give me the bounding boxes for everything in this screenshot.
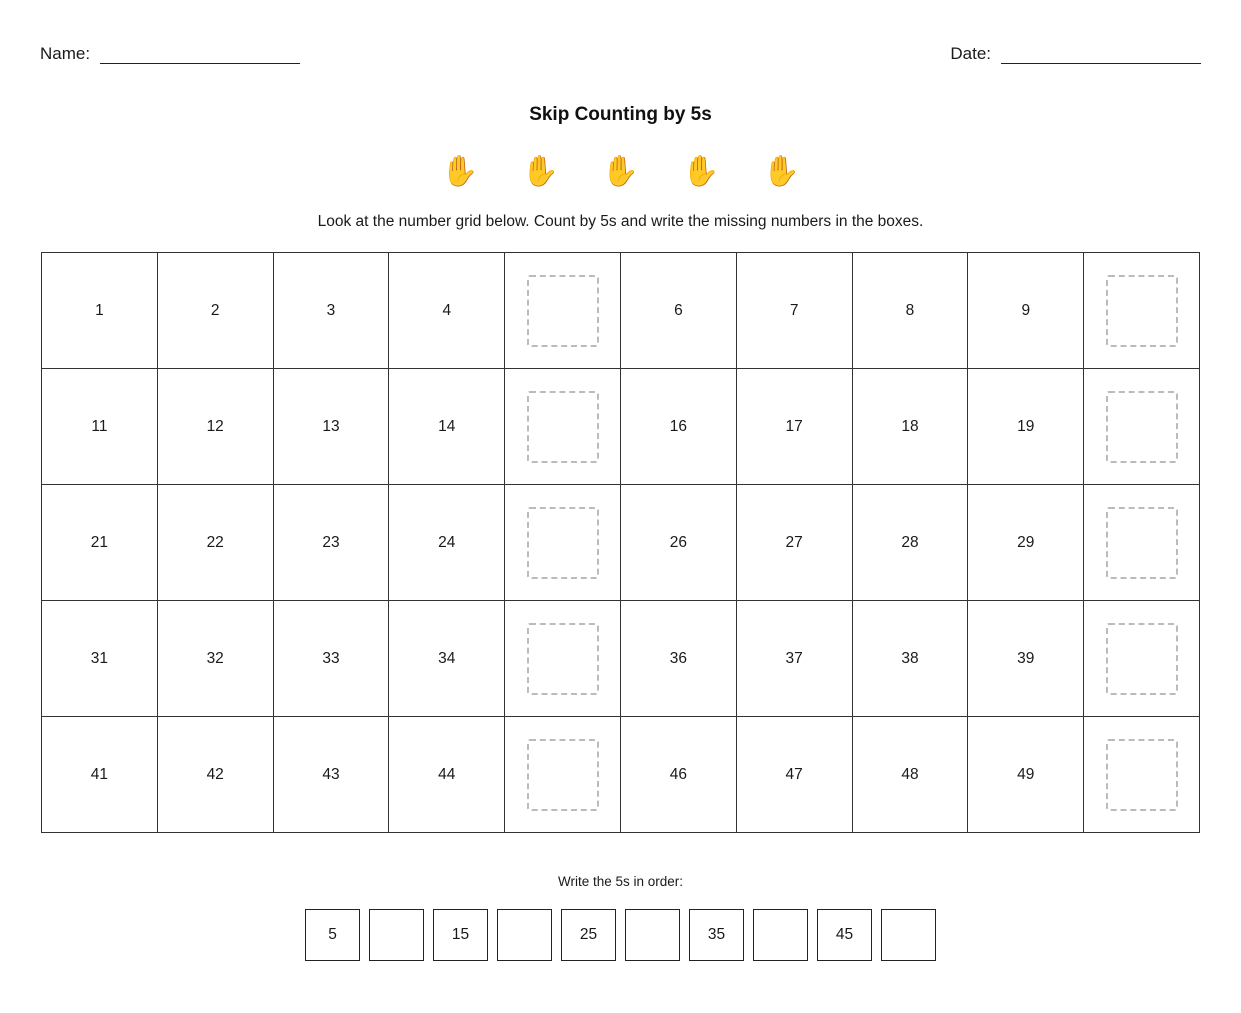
instructions-text: Look at the number grid below. Count by 5s and write the missing numbers in the boxes. (317, 213, 924, 230)
grid-cell-blank[interactable] (1084, 601, 1200, 717)
grid-cell-blank[interactable] (1084, 369, 1200, 485)
hand-emoji-row (0, 152, 1241, 192)
date-label: Date: (950, 44, 991, 63)
page-title: Skip Counting by 5s (529, 104, 712, 125)
name-input-line[interactable] (100, 47, 300, 64)
number-grid-container (41, 252, 1200, 833)
missing-number-box[interactable] (1106, 623, 1178, 695)
answer-box[interactable]: 15 (433, 909, 488, 961)
date-input-line[interactable] (1001, 47, 1201, 64)
grid-cell: 13 (273, 369, 389, 485)
grid-cell-blank[interactable] (1084, 717, 1200, 833)
answer-box[interactable] (369, 909, 424, 961)
raised-hand-icon: ✋ (762, 154, 800, 189)
grid-cell: 8 (852, 253, 968, 369)
grid-cell-blank[interactable] (505, 601, 621, 717)
missing-number-box[interactable] (1106, 391, 1178, 463)
grid-cell: 14 (389, 369, 505, 485)
grid-cell: 41 (42, 717, 158, 833)
grid-cell: 33 (273, 601, 389, 717)
answer-box[interactable] (881, 909, 936, 961)
grid-cell: 36 (620, 601, 736, 717)
grid-cell: 9 (968, 253, 1084, 369)
grid-cell: 44 (389, 717, 505, 833)
grid-cell: 43 (273, 717, 389, 833)
missing-number-box[interactable] (527, 275, 599, 347)
table-row (42, 253, 1200, 369)
missing-number-box[interactable] (1106, 507, 1178, 579)
grid-cell: 11 (42, 369, 158, 485)
grid-cell-blank[interactable] (505, 369, 621, 485)
grid-cell: 34 (389, 601, 505, 717)
date-field (950, 44, 1201, 64)
name-label: Name: (40, 44, 91, 63)
grid-cell-blank[interactable] (505, 717, 621, 833)
answer-box[interactable] (497, 909, 552, 961)
grid-cell-blank[interactable] (1084, 253, 1200, 369)
grid-cell-blank[interactable] (505, 253, 621, 369)
grid-cell: 32 (157, 601, 273, 717)
grid-cell: 37 (736, 601, 852, 717)
grid-cell-blank[interactable] (505, 485, 621, 601)
grid-cell: 6 (620, 253, 736, 369)
grid-cell: 12 (157, 369, 273, 485)
missing-number-box[interactable] (527, 623, 599, 695)
grid-cell: 47 (736, 717, 852, 833)
grid-cell: 21 (42, 485, 158, 601)
answer-box[interactable]: 5 (305, 909, 360, 961)
missing-number-box[interactable] (527, 507, 599, 579)
grid-cell: 48 (852, 717, 968, 833)
bottom-instruction-label: Write the 5s in order: (557, 874, 684, 889)
answer-box[interactable]: 35 (689, 909, 744, 961)
grid-cell: 18 (852, 369, 968, 485)
table-row (42, 485, 1200, 601)
grid-cell: 42 (157, 717, 273, 833)
missing-number-box[interactable] (527, 391, 599, 463)
raised-hand-icon: ✋ (521, 154, 559, 189)
table-row (42, 717, 1200, 833)
grid-cell: 39 (968, 601, 1084, 717)
grid-cell: 26 (620, 485, 736, 601)
answer-box[interactable]: 45 (817, 909, 872, 961)
worksheet-header (40, 36, 1201, 64)
table-row (42, 369, 1200, 485)
grid-cell: 17 (736, 369, 852, 485)
grid-cell: 38 (852, 601, 968, 717)
answer-box[interactable] (625, 909, 680, 961)
missing-number-box[interactable] (1106, 739, 1178, 811)
grid-cell: 46 (620, 717, 736, 833)
raised-hand-icon: ✋ (601, 154, 640, 189)
number-grid (41, 252, 1200, 833)
grid-cell: 28 (852, 485, 968, 601)
answer-box[interactable] (753, 909, 808, 961)
raised-hand-icon: ✋ (441, 154, 479, 189)
name-field (40, 44, 300, 64)
grid-cell: 24 (389, 485, 505, 601)
answer-box[interactable]: 25 (561, 909, 616, 961)
grid-cell: 27 (736, 485, 852, 601)
missing-number-box[interactable] (527, 739, 599, 811)
grid-cell-blank[interactable] (1084, 485, 1200, 601)
grid-cell: 31 (42, 601, 158, 717)
grid-cell: 1 (42, 253, 158, 369)
grid-cell: 3 (273, 253, 389, 369)
grid-cell: 22 (157, 485, 273, 601)
table-row (42, 601, 1200, 717)
grid-cell: 2 (157, 253, 273, 369)
answer-boxes-row (0, 909, 1241, 961)
missing-number-box[interactable] (1106, 275, 1178, 347)
grid-cell: 16 (620, 369, 736, 485)
grid-cell: 7 (736, 253, 852, 369)
grid-cell: 4 (389, 253, 505, 369)
grid-cell: 49 (968, 717, 1084, 833)
grid-cell: 29 (968, 485, 1084, 601)
raised-hand-icon: ✋ (682, 154, 720, 189)
grid-cell: 23 (273, 485, 389, 601)
grid-cell: 19 (968, 369, 1084, 485)
